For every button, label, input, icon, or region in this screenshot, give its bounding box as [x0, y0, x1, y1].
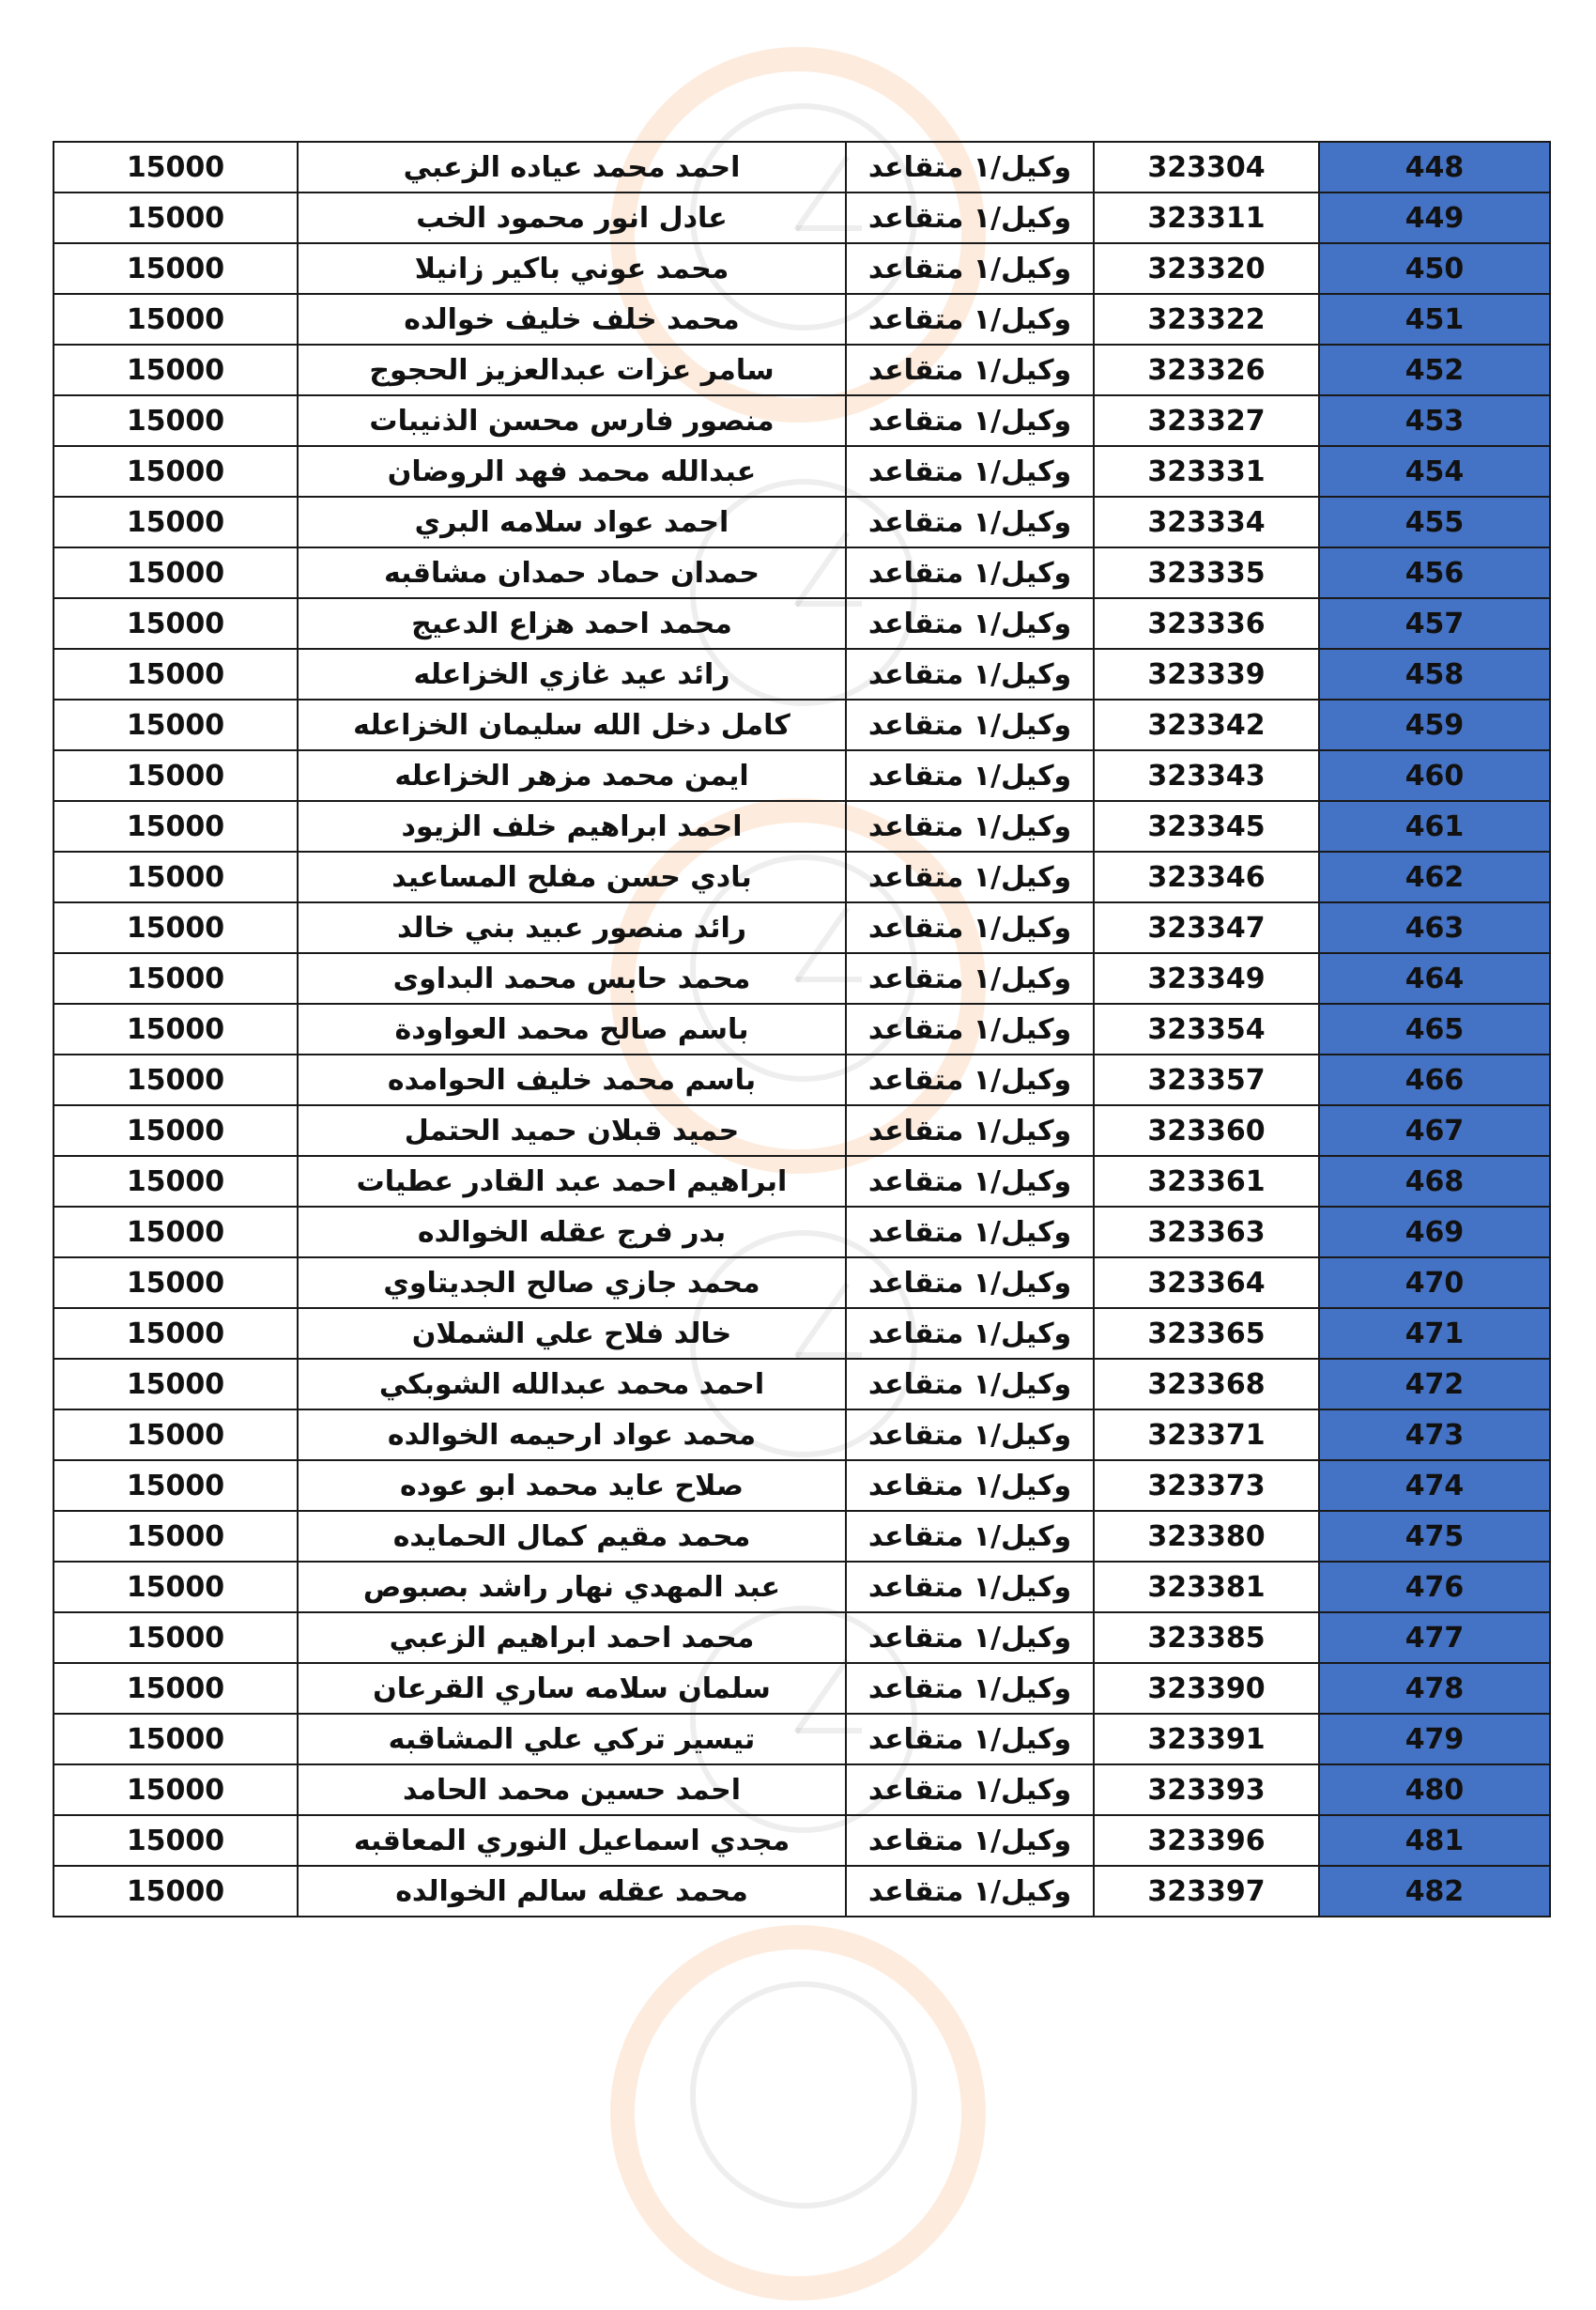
amount-cell: 15000 [54, 1105, 298, 1156]
amount-cell: 15000 [54, 852, 298, 902]
table-row [54, 1663, 1550, 1714]
amount-cell: 15000 [54, 1764, 298, 1815]
table-row [54, 1714, 1550, 1764]
amount-cell: 15000 [54, 1359, 298, 1409]
serial-number-cell: 478 [1319, 1663, 1550, 1714]
table-row [54, 953, 1550, 1004]
serial-number-cell: 472 [1319, 1359, 1550, 1409]
name-cell: كامل دخل الله سليمان الخزاعله [298, 700, 846, 750]
table-row [54, 801, 1550, 852]
serial-number-cell: 467 [1319, 1105, 1550, 1156]
amount-cell: 15000 [54, 1004, 298, 1055]
rank-cell: وكيل/١ متقاعد [846, 1612, 1094, 1663]
table-row [54, 547, 1550, 598]
name-cell: رائد عيد غازي الخزاعله [298, 649, 846, 700]
amount-cell: 15000 [54, 1156, 298, 1207]
name-cell: عبد المهدي نهار راشد بصبوص [298, 1562, 846, 1612]
amount-cell: 15000 [54, 902, 298, 953]
name-cell: محمد حابس محمد البداوى [298, 953, 846, 1004]
serial-number-cell: 455 [1319, 497, 1550, 547]
name-cell: منصور فارس محسن الذنيبات [298, 395, 846, 446]
serial-number-cell: 479 [1319, 1714, 1550, 1764]
id-number-cell: 323371 [1094, 1409, 1319, 1460]
amount-cell: 15000 [54, 1207, 298, 1257]
table-row [54, 1511, 1550, 1562]
serial-number-cell: 449 [1319, 192, 1550, 243]
amount-cell: 15000 [54, 446, 298, 497]
table-row [54, 1764, 1550, 1815]
rank-cell: وكيل/١ متقاعد [846, 446, 1094, 497]
rank-cell: وكيل/١ متقاعد [846, 345, 1094, 395]
name-cell: احمد محمد عبدالله الشوبكي [298, 1359, 846, 1409]
serial-number-cell: 463 [1319, 902, 1550, 953]
serial-number-cell: 453 [1319, 395, 1550, 446]
rank-cell: وكيل/١ متقاعد [846, 1714, 1094, 1764]
rank-cell: وكيل/١ متقاعد [846, 598, 1094, 649]
name-cell: تيسير تركي علي المشاقبه [298, 1714, 846, 1764]
rank-cell: وكيل/١ متقاعد [846, 294, 1094, 345]
name-cell: خالد فلاح علي الشملان [298, 1308, 846, 1359]
table-row [54, 1460, 1550, 1511]
table-row [54, 700, 1550, 750]
table-row [54, 497, 1550, 547]
id-number-cell: 323335 [1094, 547, 1319, 598]
amount-cell: 15000 [54, 1257, 298, 1308]
serial-number-cell: 464 [1319, 953, 1550, 1004]
serial-number-cell: 466 [1319, 1055, 1550, 1105]
rank-cell: وكيل/١ متقاعد [846, 1156, 1094, 1207]
name-cell: رائد منصور عبيد بني خالد [298, 902, 846, 953]
name-cell: محمد جازي صالح الجديتاوي [298, 1257, 846, 1308]
watermark-logo [601, 1916, 995, 2310]
name-cell: صلاح عايد محمد ابو عوده [298, 1460, 846, 1511]
amount-cell: 15000 [54, 547, 298, 598]
amount-cell: 15000 [54, 750, 298, 801]
serial-number-cell: 459 [1319, 700, 1550, 750]
serial-number-cell: 454 [1319, 446, 1550, 497]
serial-number-cell: 456 [1319, 547, 1550, 598]
amount-cell: 15000 [54, 649, 298, 700]
name-cell: باسم محمد خليف الحوامده [298, 1055, 846, 1105]
id-number-cell: 323363 [1094, 1207, 1319, 1257]
name-cell: باسم صالح محمد العواودة [298, 1004, 846, 1055]
amount-cell: 15000 [54, 801, 298, 852]
serial-number-cell: 469 [1319, 1207, 1550, 1257]
id-number-cell: 323397 [1094, 1866, 1319, 1917]
table-row [54, 1105, 1550, 1156]
id-number-cell: 323361 [1094, 1156, 1319, 1207]
id-number-cell: 323345 [1094, 801, 1319, 852]
serial-number-cell: 474 [1319, 1460, 1550, 1511]
serial-number-cell: 461 [1319, 801, 1550, 852]
id-number-cell: 323373 [1094, 1460, 1319, 1511]
amount-cell: 15000 [54, 1460, 298, 1511]
serial-number-cell: 471 [1319, 1308, 1550, 1359]
name-cell: احمد حسين محمد الحامد [298, 1764, 846, 1815]
id-number-cell: 323320 [1094, 243, 1319, 294]
name-cell: حمدان حماد حمدان مشاقبه [298, 547, 846, 598]
id-number-cell: 323396 [1094, 1815, 1319, 1866]
rank-cell: وكيل/١ متقاعد [846, 1409, 1094, 1460]
id-number-cell: 323385 [1094, 1612, 1319, 1663]
serial-number-cell: 448 [1319, 142, 1550, 192]
amount-cell: 15000 [54, 497, 298, 547]
id-number-cell: 323390 [1094, 1663, 1319, 1714]
amount-cell: 15000 [54, 142, 298, 192]
table-row [54, 142, 1550, 192]
amount-cell: 15000 [54, 243, 298, 294]
rank-cell: وكيل/١ متقاعد [846, 953, 1094, 1004]
rank-cell: وكيل/١ متقاعد [846, 1359, 1094, 1409]
serial-number-cell: 457 [1319, 598, 1550, 649]
name-cell: محمد مقيم كمال الحمايده [298, 1511, 846, 1562]
table-row [54, 649, 1550, 700]
rank-cell: وكيل/١ متقاعد [846, 1055, 1094, 1105]
rank-cell: وكيل/١ متقاعد [846, 243, 1094, 294]
rank-cell: وكيل/١ متقاعد [846, 547, 1094, 598]
table-row [54, 902, 1550, 953]
name-cell: سامر عزات عبدالعزيز الحجوج [298, 345, 846, 395]
rank-cell: وكيل/١ متقاعد [846, 1257, 1094, 1308]
name-cell: احمد عواد سلامه البري [298, 497, 846, 547]
amount-cell: 15000 [54, 1866, 298, 1917]
serial-number-cell: 468 [1319, 1156, 1550, 1207]
amount-cell: 15000 [54, 1055, 298, 1105]
id-number-cell: 323336 [1094, 598, 1319, 649]
serial-number-cell: 476 [1319, 1562, 1550, 1612]
serial-number-cell: 460 [1319, 750, 1550, 801]
name-cell: محمد عقله سالم الخوالده [298, 1866, 846, 1917]
amount-cell: 15000 [54, 1562, 298, 1612]
name-cell: احمد محمد عياده الزعبي [298, 142, 846, 192]
table-row [54, 192, 1550, 243]
id-number-cell: 323334 [1094, 497, 1319, 547]
amount-cell: 15000 [54, 1815, 298, 1866]
table-row [54, 1207, 1550, 1257]
name-cell: محمد عواد ارحيمه الخوالده [298, 1409, 846, 1460]
table-row [54, 750, 1550, 801]
table-row [54, 852, 1550, 902]
rank-cell: وكيل/١ متقاعد [846, 700, 1094, 750]
amount-cell: 15000 [54, 345, 298, 395]
beneficiaries-table [53, 141, 1551, 1917]
amount-cell: 15000 [54, 192, 298, 243]
serial-number-cell: 462 [1319, 852, 1550, 902]
name-cell: عادل انور محمود الخب [298, 192, 846, 243]
table-row [54, 1866, 1550, 1917]
rank-cell: وكيل/١ متقاعد [846, 1815, 1094, 1866]
amount-cell: 15000 [54, 395, 298, 446]
rank-cell: وكيل/١ متقاعد [846, 192, 1094, 243]
id-number-cell: 323342 [1094, 700, 1319, 750]
amount-cell: 15000 [54, 1409, 298, 1460]
serial-number-cell: 465 [1319, 1004, 1550, 1055]
rank-cell: وكيل/١ متقاعد [846, 395, 1094, 446]
serial-number-cell: 458 [1319, 649, 1550, 700]
amount-cell: 15000 [54, 953, 298, 1004]
rank-cell: وكيل/١ متقاعد [846, 1866, 1094, 1917]
name-cell: محمد احمد ابراهيم الزعبي [298, 1612, 846, 1663]
name-cell: محمد احمد هزاع الدعيج [298, 598, 846, 649]
rank-cell: وكيل/١ متقاعد [846, 1460, 1094, 1511]
id-number-cell: 323365 [1094, 1308, 1319, 1359]
rank-cell: وكيل/١ متقاعد [846, 852, 1094, 902]
name-cell: عبدالله محمد فهد الروضان [298, 446, 846, 497]
name-cell: ابراهيم احمد عبد القادر عطيات [298, 1156, 846, 1207]
id-number-cell: 323354 [1094, 1004, 1319, 1055]
table-row [54, 1409, 1550, 1460]
id-number-cell: 323393 [1094, 1764, 1319, 1815]
id-number-cell: 323357 [1094, 1055, 1319, 1105]
table-row [54, 1055, 1550, 1105]
id-number-cell: 323391 [1094, 1714, 1319, 1764]
table-row [54, 395, 1550, 446]
table-row [54, 598, 1550, 649]
rank-cell: وكيل/١ متقاعد [846, 142, 1094, 192]
serial-number-cell: 452 [1319, 345, 1550, 395]
serial-number-cell: 481 [1319, 1815, 1550, 1866]
amount-cell: 15000 [54, 598, 298, 649]
name-cell: بدر فرج عقله الخوالده [298, 1207, 846, 1257]
id-number-cell: 323339 [1094, 649, 1319, 700]
id-number-cell: 323349 [1094, 953, 1319, 1004]
name-cell: ايمن محمد مزهر الخزاعله [298, 750, 846, 801]
amount-cell: 15000 [54, 700, 298, 750]
amount-cell: 15000 [54, 1714, 298, 1764]
id-number-cell: 323331 [1094, 446, 1319, 497]
amount-cell: 15000 [54, 1308, 298, 1359]
rank-cell: وكيل/١ متقاعد [846, 801, 1094, 852]
rank-cell: وكيل/١ متقاعد [846, 1004, 1094, 1055]
name-cell: احمد ابراهيم خلف الزيود [298, 801, 846, 852]
name-cell: حميد قبلان حميد الحتمل [298, 1105, 846, 1156]
id-number-cell: 323364 [1094, 1257, 1319, 1308]
table-row [54, 1815, 1550, 1866]
serial-number-cell: 477 [1319, 1612, 1550, 1663]
id-number-cell: 323327 [1094, 395, 1319, 446]
table-row [54, 1562, 1550, 1612]
rank-cell: وكيل/١ متقاعد [846, 1207, 1094, 1257]
serial-number-cell: 482 [1319, 1866, 1550, 1917]
table-row [54, 1004, 1550, 1055]
table-row [54, 294, 1550, 345]
serial-number-cell: 470 [1319, 1257, 1550, 1308]
amount-cell: 15000 [54, 1511, 298, 1562]
id-number-cell: 323346 [1094, 852, 1319, 902]
id-number-cell: 323381 [1094, 1562, 1319, 1612]
table-row [54, 1257, 1550, 1308]
rank-cell: وكيل/١ متقاعد [846, 750, 1094, 801]
table-row [54, 446, 1550, 497]
name-cell: محمد عوني باكير زانيلا [298, 243, 846, 294]
rank-cell: وكيل/١ متقاعد [846, 902, 1094, 953]
table-row [54, 345, 1550, 395]
id-number-cell: 323322 [1094, 294, 1319, 345]
table-row [54, 1359, 1550, 1409]
name-cell: بادي حسن مفلح المساعيد [298, 852, 846, 902]
table-row [54, 1156, 1550, 1207]
id-number-cell: 323347 [1094, 902, 1319, 953]
id-number-cell: 323326 [1094, 345, 1319, 395]
rank-cell: وكيل/١ متقاعد [846, 1562, 1094, 1612]
name-cell: سلمان سلامه ساري القرعان [298, 1663, 846, 1714]
serial-number-cell: 475 [1319, 1511, 1550, 1562]
serial-number-cell: 450 [1319, 243, 1550, 294]
name-cell: مجدي اسماعيل النوري المعاقبه [298, 1815, 846, 1866]
id-number-cell: 323311 [1094, 192, 1319, 243]
id-number-cell: 323368 [1094, 1359, 1319, 1409]
rank-cell: وكيل/١ متقاعد [846, 649, 1094, 700]
serial-number-cell: 451 [1319, 294, 1550, 345]
rank-cell: وكيل/١ متقاعد [846, 497, 1094, 547]
amount-cell: 15000 [54, 294, 298, 345]
id-number-cell: 323304 [1094, 142, 1319, 192]
table-body [54, 142, 1550, 1917]
serial-number-cell: 473 [1319, 1409, 1550, 1460]
rank-cell: وكيل/١ متقاعد [846, 1511, 1094, 1562]
table-row [54, 243, 1550, 294]
table-row [54, 1612, 1550, 1663]
id-number-cell: 323380 [1094, 1511, 1319, 1562]
table-row [54, 1308, 1550, 1359]
rank-cell: وكيل/١ متقاعد [846, 1764, 1094, 1815]
rank-cell: وكيل/١ متقاعد [846, 1663, 1094, 1714]
id-number-cell: 323360 [1094, 1105, 1319, 1156]
amount-cell: 15000 [54, 1663, 298, 1714]
rank-cell: وكيل/١ متقاعد [846, 1105, 1094, 1156]
name-cell: محمد خلف خليف خوالده [298, 294, 846, 345]
serial-number-cell: 480 [1319, 1764, 1550, 1815]
id-number-cell: 323343 [1094, 750, 1319, 801]
rank-cell: وكيل/١ متقاعد [846, 1308, 1094, 1359]
amount-cell: 15000 [54, 1612, 298, 1663]
